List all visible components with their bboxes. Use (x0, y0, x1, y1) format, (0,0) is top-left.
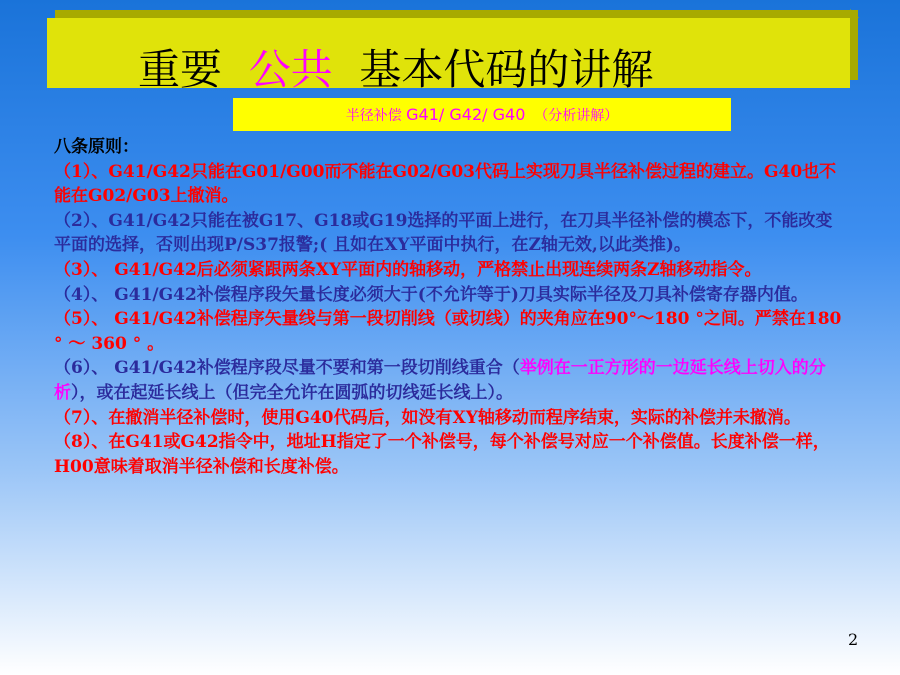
subtitle-banner (233, 98, 731, 131)
principles-heading: 八条原则： (54, 137, 139, 157)
principle-6-part-c: ），或在起延长线上（但完全允许在圆弧的切线延长线上）。 (71, 382, 513, 403)
title-part-important: 重要 (138, 45, 249, 94)
page-number: 2 (848, 630, 859, 649)
subtitle-pre: 半径补偿 (345, 108, 407, 124)
subtitle-post: （分析讲解） (525, 108, 619, 124)
slide-title (138, 42, 653, 98)
title-part-public: 公共 (248, 45, 333, 94)
principle-6-part-a: （6）、 G41/G42补偿程序段尽量不要和第一段切削线重合（ (54, 358, 520, 379)
subtitle-codes: G41/ G42/ G40 (406, 105, 526, 124)
principle-6 (54, 356, 844, 405)
principles-content (54, 135, 844, 479)
title-part-basic-code: 基本代码的讲解 (332, 45, 654, 94)
principle-5: （5）、 G41/G42补偿程序矢量线与第一段切削线（或切线）的夹角应在90°～180 °之间。严禁在180 ° ～ 360 ° 。 (54, 309, 842, 354)
principle-1: （1）、G41/G42只能在G01/G00而不能在G02/G03代码上实现刀具半径补偿过程的建立。G40也不能在G02/G03上撤消。 (54, 161, 837, 207)
principle-7: （7）、在撤消半径补偿时，使用G40代码后，如没有XY轴移动而程序结束，实际的补偿并未撤消。 (54, 407, 801, 428)
principle-4: （4）、 G41/G42补偿程序段矢量长度必须大于(不允许等于)刀具实际半径及刀具补偿寄存器内值。 (54, 284, 808, 305)
principle-3: （3）、 G41/G42后必须紧跟两条XY平面内的轴移动，严格禁止出现连续两条Z轴移动指令。 (54, 259, 762, 280)
principle-2: （2）、G41/G42只能在被G17、G18或G19选择的平面上进行，在刀具半径补偿的模态下，不能改变平面的选择，否则出现P/S37报警;( 且如在XY平面中执行，在Z轴无效,以此类推)。 (54, 210, 833, 256)
principle-8: （8）、在G41或G42指令中，地址H指定了一个补偿号，每个补偿号对应一个补偿值。长度补偿一样，H00意味着取消半径补偿和长度补偿。 (54, 432, 830, 477)
principle-6-example: 举例在一正方形的一边延长线上切入的分析 (54, 358, 826, 403)
